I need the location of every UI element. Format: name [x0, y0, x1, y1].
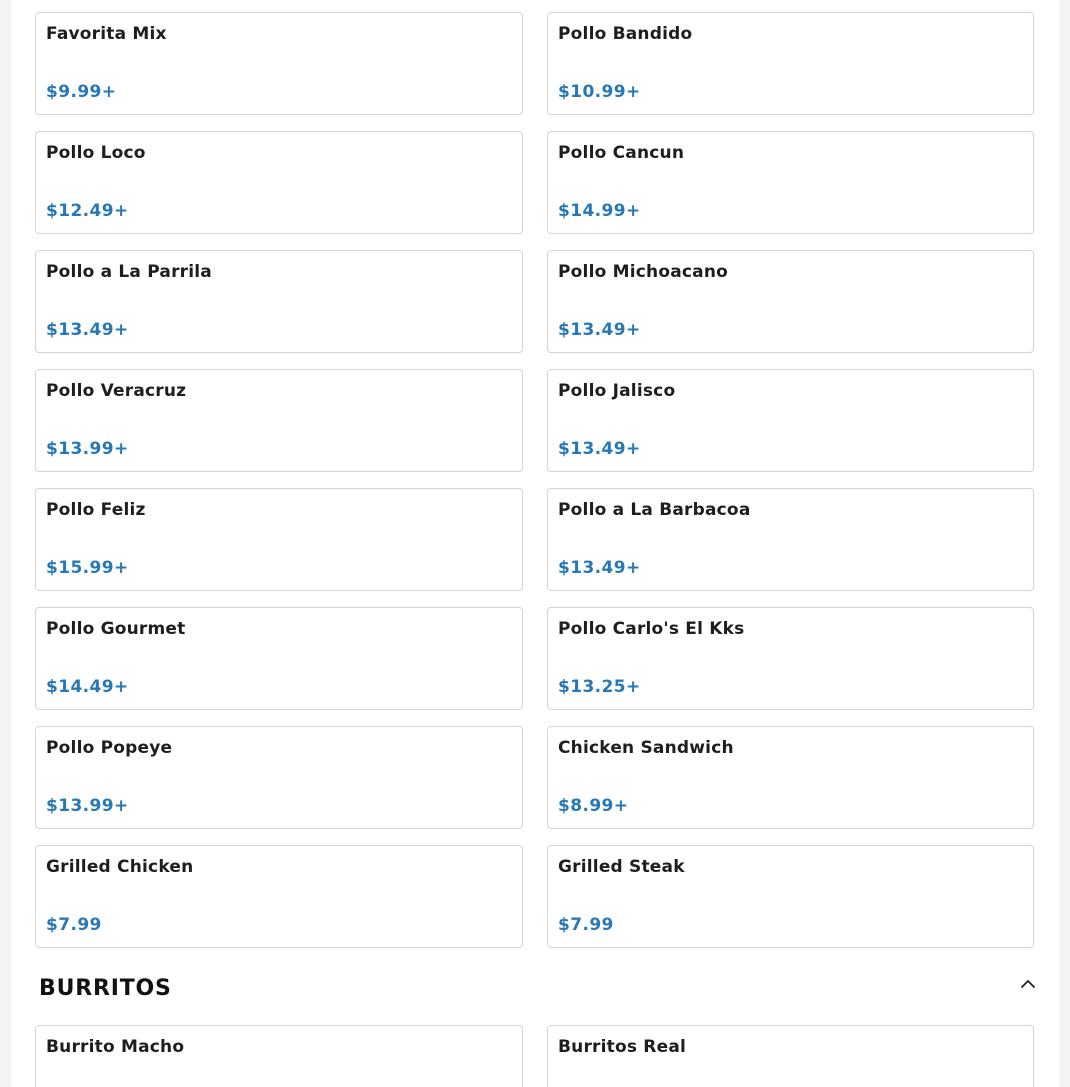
menu-item-name: Pollo Bandido — [558, 24, 693, 44]
chevron-up-icon[interactable] — [1019, 975, 1037, 993]
chicken-items-grid — [35, 12, 1034, 948]
menu-item-price: $9.99+ — [46, 82, 117, 102]
menu-item-price: $13.99+ — [46, 796, 129, 816]
menu-item-name: Pollo Cancun — [558, 143, 685, 163]
menu-item-card[interactable] — [35, 12, 523, 115]
menu-item-card[interactable] — [35, 250, 523, 353]
menu-item-price: $7.99 — [46, 915, 102, 935]
menu-item-price: $15.99+ — [46, 558, 129, 578]
menu-item-card[interactable] — [35, 1025, 523, 1087]
menu-item-name: Pollo Gourmet — [46, 619, 186, 639]
menu-item-price: $13.49+ — [558, 439, 641, 459]
menu-item-name: Pollo Jalisco — [558, 381, 676, 401]
menu-item-name: Grilled Steak — [558, 857, 685, 877]
menu-item-card[interactable] — [547, 607, 1034, 710]
menu-item-name: Pollo Popeye — [46, 738, 173, 758]
menu-item-name: Favorita Mix — [46, 24, 167, 44]
menu-item-name: Chicken Sandwich — [558, 738, 734, 758]
menu-item-card[interactable] — [547, 250, 1034, 353]
menu-item-name: Pollo Michoacano — [558, 262, 728, 282]
section-title: BURRITOS — [39, 976, 172, 1001]
menu-item-name: Pollo Carlo's El Kks — [558, 619, 745, 639]
menu-page — [11, 0, 1059, 1087]
menu-item-card[interactable] — [35, 488, 523, 591]
menu-item-card[interactable] — [547, 1025, 1034, 1087]
menu-item-card[interactable] — [35, 131, 523, 234]
menu-item-card[interactable] — [35, 726, 523, 829]
menu-item-price: $14.99+ — [558, 201, 641, 221]
menu-item-price: $13.25+ — [558, 677, 641, 697]
menu-item-card[interactable] — [547, 488, 1034, 591]
menu-item-card[interactable] — [547, 12, 1034, 115]
menu-item-card[interactable] — [547, 131, 1034, 234]
burritos-items-grid — [35, 1025, 1034, 1087]
menu-item-name: Pollo Loco — [46, 143, 146, 163]
menu-item-price: $13.49+ — [46, 320, 129, 340]
menu-item-name: Grilled Chicken — [46, 857, 194, 877]
menu-item-card[interactable] — [35, 845, 523, 948]
menu-item-name: Pollo Feliz — [46, 500, 146, 520]
menu-item-card[interactable] — [35, 607, 523, 710]
menu-item-price: $14.49+ — [46, 677, 129, 697]
menu-item-price: $12.49+ — [46, 201, 129, 221]
menu-item-card[interactable] — [35, 369, 523, 472]
menu-item-price: $7.99 — [558, 915, 614, 935]
menu-item-price: $13.49+ — [558, 320, 641, 340]
menu-item-price: $13.49+ — [558, 558, 641, 578]
menu-item-price: $8.99+ — [558, 796, 629, 816]
menu-item-name: Pollo a La Parrila — [46, 262, 212, 282]
menu-item-price: $13.99+ — [46, 439, 129, 459]
menu-item-name: Pollo a La Barbacoa — [558, 500, 751, 520]
menu-item-card[interactable] — [547, 845, 1034, 948]
menu-item-name: Burrito Macho — [46, 1037, 185, 1057]
menu-item-name: Burritos Real — [558, 1037, 687, 1057]
menu-item-name: Pollo Veracruz — [46, 381, 187, 401]
burritos-section-header[interactable] — [39, 974, 1037, 1006]
menu-item-card[interactable] — [547, 726, 1034, 829]
menu-item-card[interactable] — [547, 369, 1034, 472]
menu-item-price: $10.99+ — [558, 82, 641, 102]
